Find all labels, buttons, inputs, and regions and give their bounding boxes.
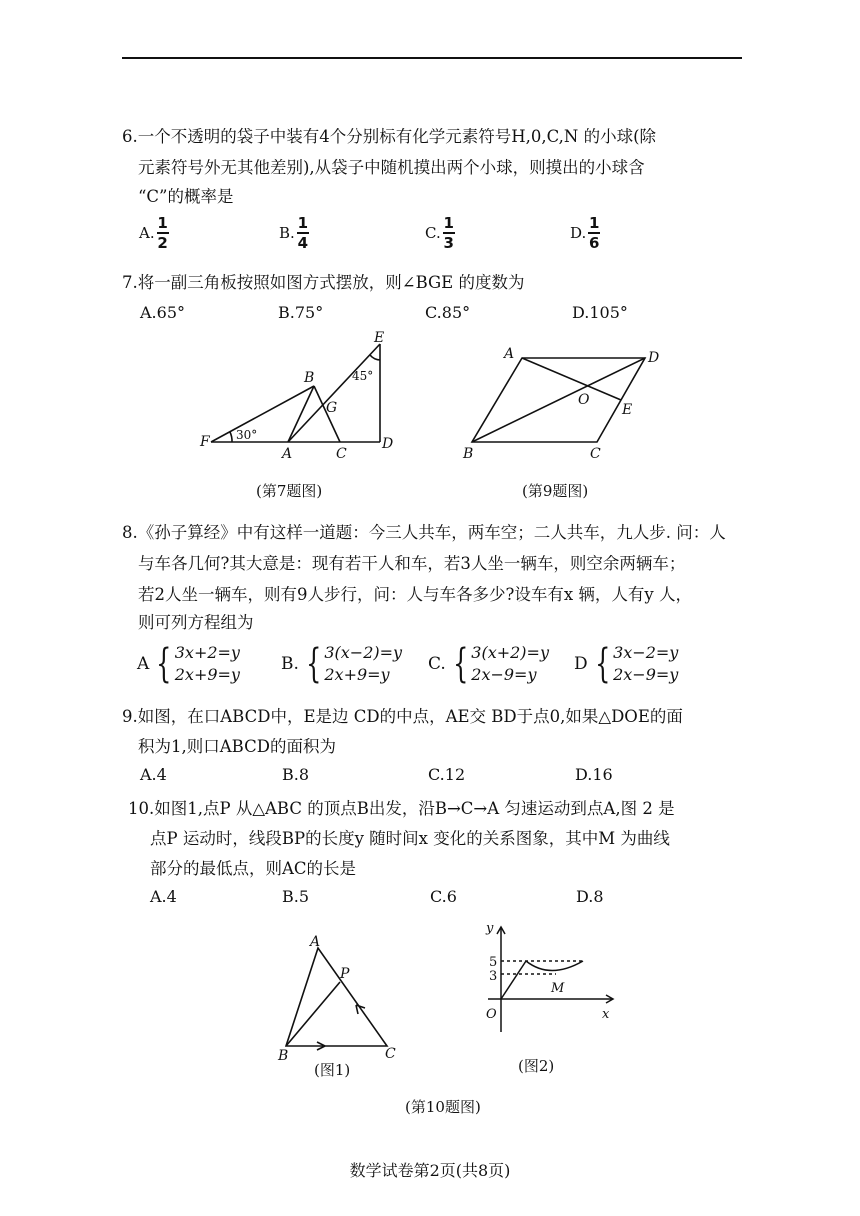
page-footer: 数学试卷第2页(共8页): [349, 1161, 511, 1180]
figure-10-2: [488, 927, 613, 1032]
fig10b-tick-3: 3: [489, 969, 498, 984]
denominator: 6: [589, 234, 600, 252]
option-label: D: [574, 654, 588, 674]
q7-option-a: A.65°: [140, 303, 185, 322]
q8-line-2: 与车各几何?其大意是：现有若干人和车，若3人坐一辆车，则空余两辆车；: [138, 554, 686, 573]
fig9-caption: (第9题图): [522, 482, 589, 500]
q9-option-c: C.12: [428, 765, 466, 784]
fig7-label-c: C: [336, 446, 347, 462]
fig9-label-o: O: [578, 392, 590, 408]
q10-line-2: 点P 运动时，线段BP的长度y 随时间x 变化的关系图象，其中M 为曲线: [150, 829, 670, 848]
fig10b-label-x: x: [602, 1007, 610, 1022]
fig7-caption: (第7题图): [256, 482, 323, 500]
fig9-label-b: B: [463, 446, 474, 462]
figure-10-1: [286, 948, 387, 1050]
equation: 2x−9=y: [613, 665, 679, 684]
equation: 3(x+2)=y: [471, 643, 549, 662]
figure-10-1-labels: [277, 934, 396, 1064]
q9-line-2: 积为1,则口ABCD的面积为: [138, 737, 336, 756]
q7-option-c: C.85°: [425, 303, 471, 322]
fig9-label-d: D: [648, 350, 660, 366]
q8-line-1: 8.《孙子算经》中有这样一道题：今三人共车，两车空；二人共车，九人步. 问：人: [122, 523, 726, 542]
fig7-label-d: D: [382, 436, 394, 452]
fig10-caption: (第10题图): [405, 1098, 481, 1116]
figure-9: [472, 358, 645, 442]
fig7-angle-30: 30°: [236, 428, 258, 442]
fig10b-label-o: O: [486, 1007, 497, 1022]
option-label: C.: [425, 224, 441, 242]
fig9-label-c: C: [590, 446, 601, 462]
denominator: 2: [157, 234, 168, 252]
q10-option-d: D.8: [576, 887, 604, 906]
figure-9-labels: [462, 346, 659, 462]
numerator: 1: [157, 214, 168, 232]
numerator: 1: [297, 214, 309, 232]
fig7-label-g: G: [326, 400, 338, 416]
fig7-line-ba: [288, 386, 314, 442]
q10-option-a: A.4: [150, 887, 177, 906]
equation: 2x−9=y: [471, 665, 537, 684]
equation: 2x+9=y: [174, 665, 240, 684]
q7-option-b: B.75°: [278, 303, 324, 322]
option-label: C.: [428, 654, 446, 674]
fig10a-caption: (图1): [314, 1061, 351, 1079]
q10-line-1: 10.如图1,点P 从△ABC 的顶点B出发，沿B→C→A 匀速运动到点A,图 2 是: [128, 799, 675, 818]
fig10a-label-c: C: [385, 1046, 396, 1062]
fig7-label-f: F: [200, 434, 210, 450]
fig10b-tick-5: 5: [489, 955, 498, 970]
q6-line-1: 6.一个不透明的袋子中装有4个分别标有化学元素符号H,0,C,N 的小球(除: [122, 127, 657, 146]
denominator: 3: [443, 234, 454, 252]
fig10a-triangle: [286, 948, 387, 1046]
q8-option-a: A { 3x+2=y 2x+9=y: [137, 641, 240, 687]
fig10b-caption: (图2): [518, 1057, 555, 1075]
fig7-label-e: E: [374, 330, 385, 346]
equation: 3(x−2)=y: [324, 643, 403, 662]
fig10a-label-b: B: [278, 1048, 289, 1064]
equation: 3x−2=y: [613, 643, 679, 662]
q8-option-c: C. { 3(x+2)=y 2x−9=y: [428, 641, 549, 687]
fig10a-label-a: A: [310, 934, 321, 950]
fig10b-line-segment: [501, 961, 526, 999]
option-label: B.: [279, 224, 295, 242]
q9-line-1: 9.如图，在口ABCD中，E是边 CD的中点，AE交 BD于点0,如果△DOE的面: [122, 707, 683, 726]
fig10a-line-bp: [286, 982, 340, 1046]
q8-option-d: D { 3x−2=y 2x−9=y: [574, 641, 679, 687]
q6-line-3: “C”的概率是: [138, 187, 234, 206]
q10-line-3: 部分的最低点，则AC的长是: [150, 859, 357, 878]
fig9-label-a: A: [504, 346, 515, 362]
numerator: 1: [589, 214, 600, 232]
option-label: B.: [281, 654, 299, 674]
option-label: A.: [139, 224, 155, 242]
option-label: D.: [570, 224, 587, 242]
fig7-angle-45-arc: [370, 355, 380, 360]
q9-option-b: B.8: [282, 765, 310, 784]
q6-line-2: 元素符号外无其他差别),从袋子中随机摸出两个小球，则摸出的小球含: [138, 158, 645, 177]
q7-option-d: D.105°: [572, 303, 628, 322]
figure-10-2-labels: [485, 921, 610, 1022]
equation: 2x+9=y: [324, 665, 390, 684]
fig10b-label-m: M: [551, 981, 565, 996]
equation: 3x+2=y: [174, 643, 240, 662]
fig7-line-fb: [211, 386, 314, 442]
q8-line-4: 则可列方程组为: [138, 613, 254, 632]
fig7-label-a: A: [282, 446, 293, 462]
numerator: 1: [443, 214, 454, 232]
fig7-angle-30-arc: [230, 432, 232, 442]
fig7-angle-45: 45°: [352, 369, 374, 383]
q7-line-1: 7.将一副三角板按照如图方式摆放，则∠BGE 的度数为: [122, 273, 525, 292]
fig9-label-e: E: [622, 402, 633, 418]
fig10a-label-p: P: [340, 966, 350, 982]
q8-line-3: 若2人坐一辆车，则有9人步行，问：人与车各多少?设车有x 辆，人有y 人，: [138, 585, 692, 604]
fig10b-label-y: y: [486, 921, 494, 936]
q9-option-a: A.4: [140, 765, 167, 784]
denominator: 4: [297, 234, 309, 252]
fig10b-curve: [526, 961, 583, 971]
q8-option-b: B. { 3(x−2)=y 2x+9=y: [281, 641, 403, 687]
q10-option-c: C.6: [430, 887, 457, 906]
option-label: A: [137, 654, 150, 674]
q9-option-d: D.16: [575, 765, 613, 784]
q10-option-b: B.5: [282, 887, 310, 906]
fig7-label-b: B: [304, 370, 315, 386]
